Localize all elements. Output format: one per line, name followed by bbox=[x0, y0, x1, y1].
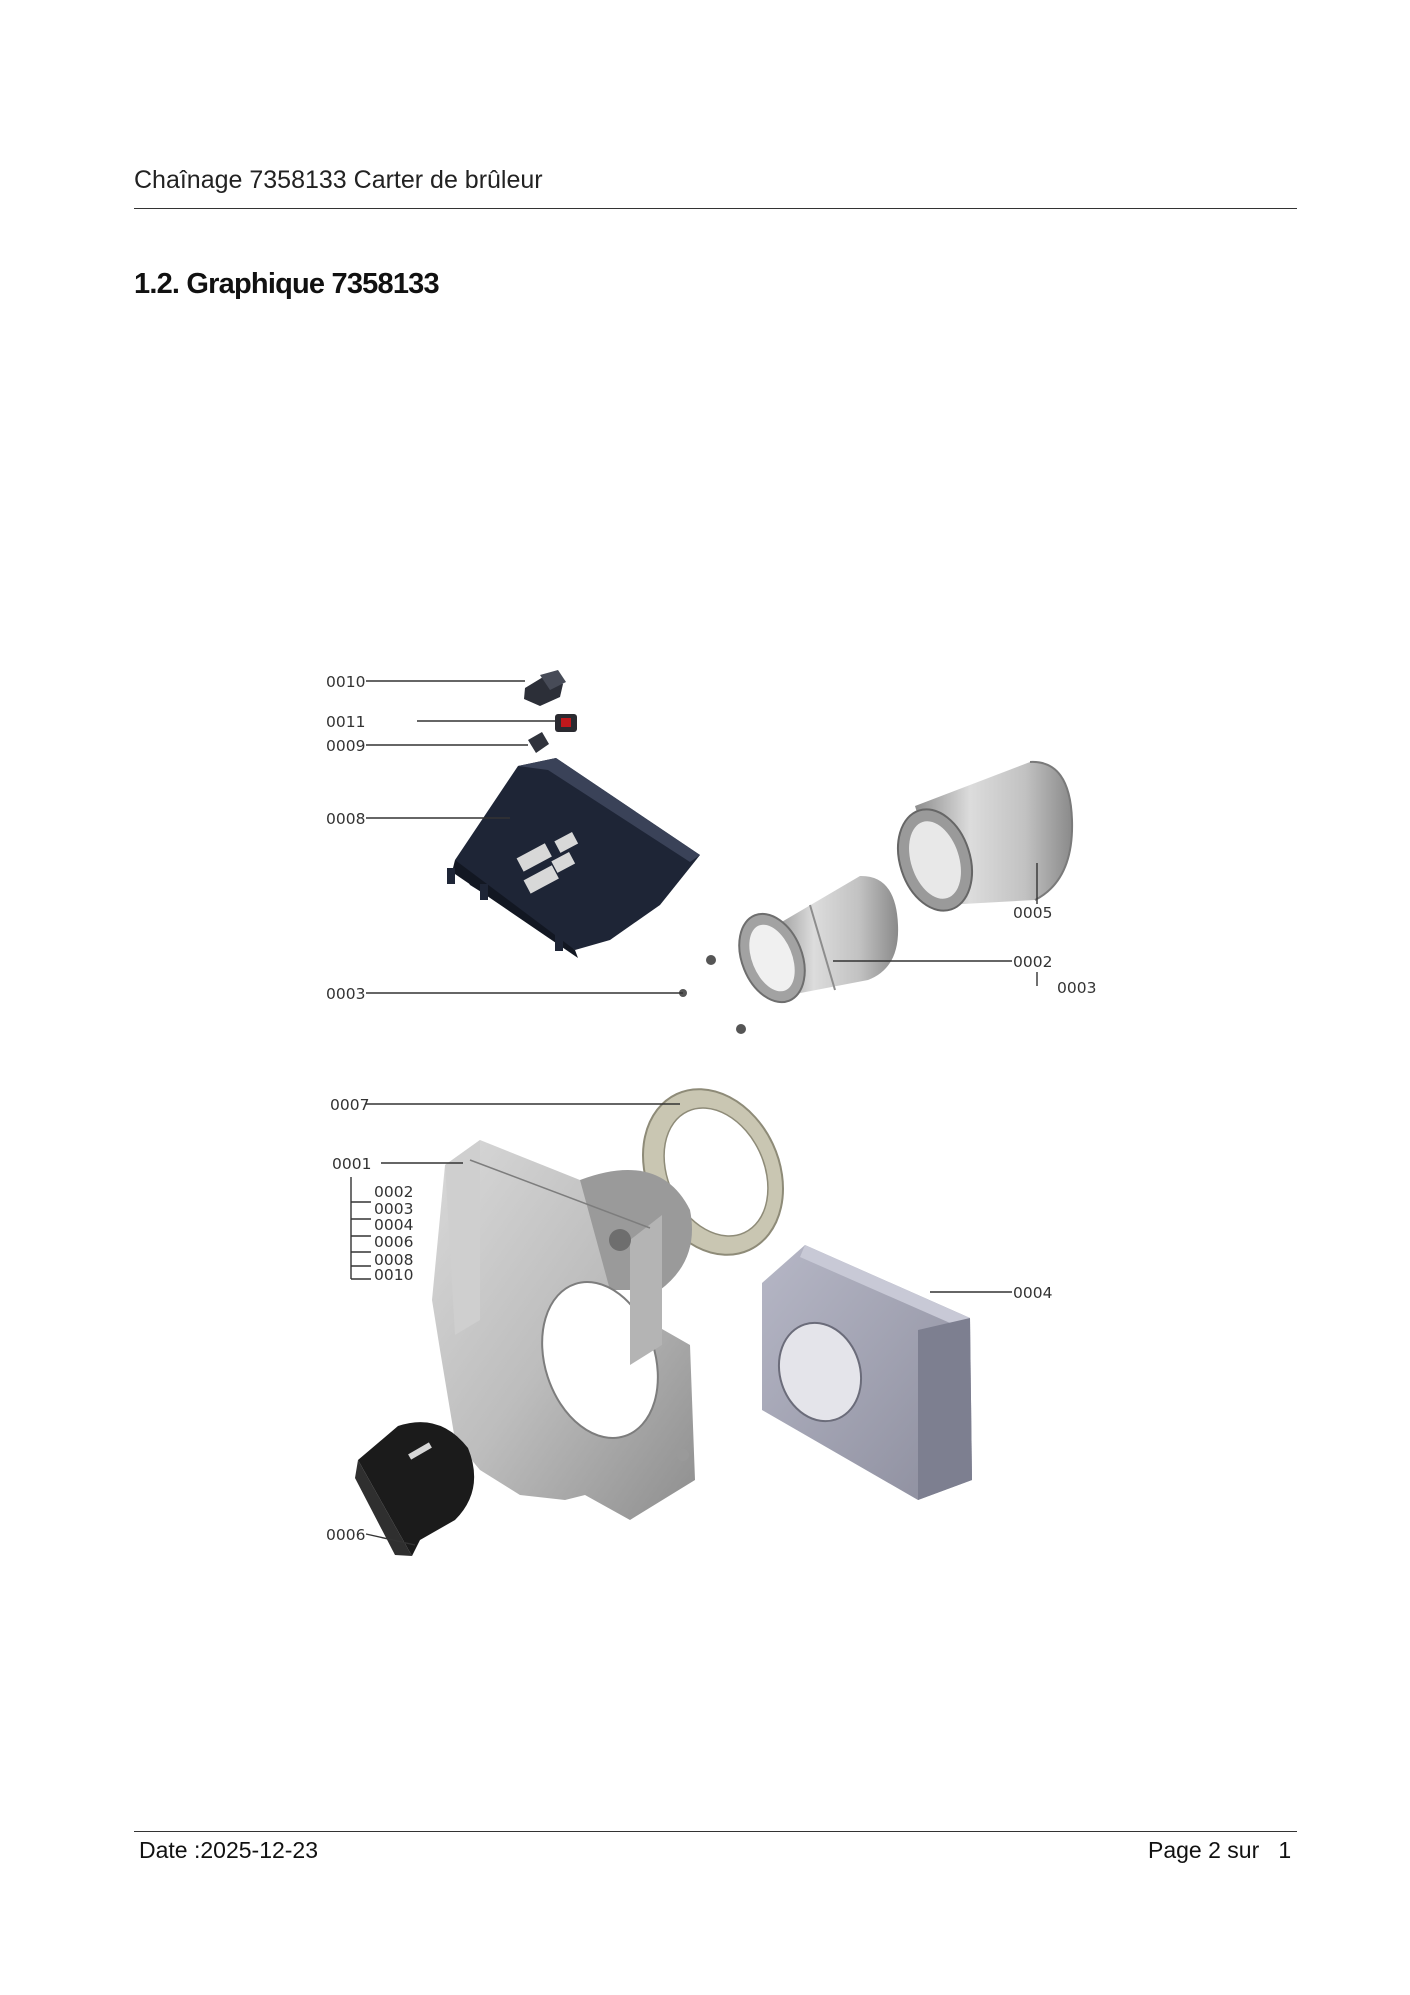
part-0003-screws bbox=[679, 955, 746, 1034]
footer-date: Date :2025-12-23 bbox=[139, 1837, 319, 1863]
subassembly-item: 0008 bbox=[374, 1251, 414, 1269]
callout-0005: 0005 bbox=[1013, 904, 1053, 922]
callout-0002-right: 0002 bbox=[1013, 953, 1053, 971]
callout-0006: 0006 bbox=[326, 1526, 366, 1544]
callout-0003-left: 0003 bbox=[326, 985, 366, 1003]
subassembly-item: 0002 bbox=[374, 1183, 414, 1201]
document-header-title: Chaînage 7358133 Carter de brûleur bbox=[134, 166, 543, 194]
part-0008-cover bbox=[447, 758, 700, 958]
callout-0008: 0008 bbox=[326, 810, 366, 828]
callout-0009: 0009 bbox=[326, 737, 366, 755]
callout-0011: 0011 bbox=[326, 713, 366, 731]
callout-0003-right: 0003 bbox=[1057, 979, 1097, 997]
callout-0004: 0004 bbox=[1013, 1284, 1053, 1302]
callout-0007: 0007 bbox=[330, 1096, 370, 1114]
subassembly-item: 0004 bbox=[374, 1216, 414, 1234]
part-0010-cap bbox=[524, 670, 566, 706]
subassembly-item: 0010 bbox=[374, 1266, 414, 1284]
part-0009-block bbox=[528, 732, 549, 753]
part-0011-switch bbox=[555, 714, 577, 732]
part-0004-box bbox=[762, 1245, 972, 1500]
callout-0010: 0010 bbox=[326, 673, 366, 691]
part-0005-cylinder bbox=[886, 762, 1072, 920]
part-0002-cylinder bbox=[727, 876, 898, 1012]
footer-divider bbox=[134, 1831, 1297, 1832]
section-heading: 1.2. Graphique 7358133 bbox=[134, 268, 439, 300]
footer-page-number: Page 2 sur 1 bbox=[1148, 1837, 1292, 1863]
subassembly-item: 0006 bbox=[374, 1233, 414, 1251]
subassembly-item: 0003 bbox=[374, 1200, 414, 1218]
callout-0001: 0001 bbox=[332, 1155, 372, 1173]
